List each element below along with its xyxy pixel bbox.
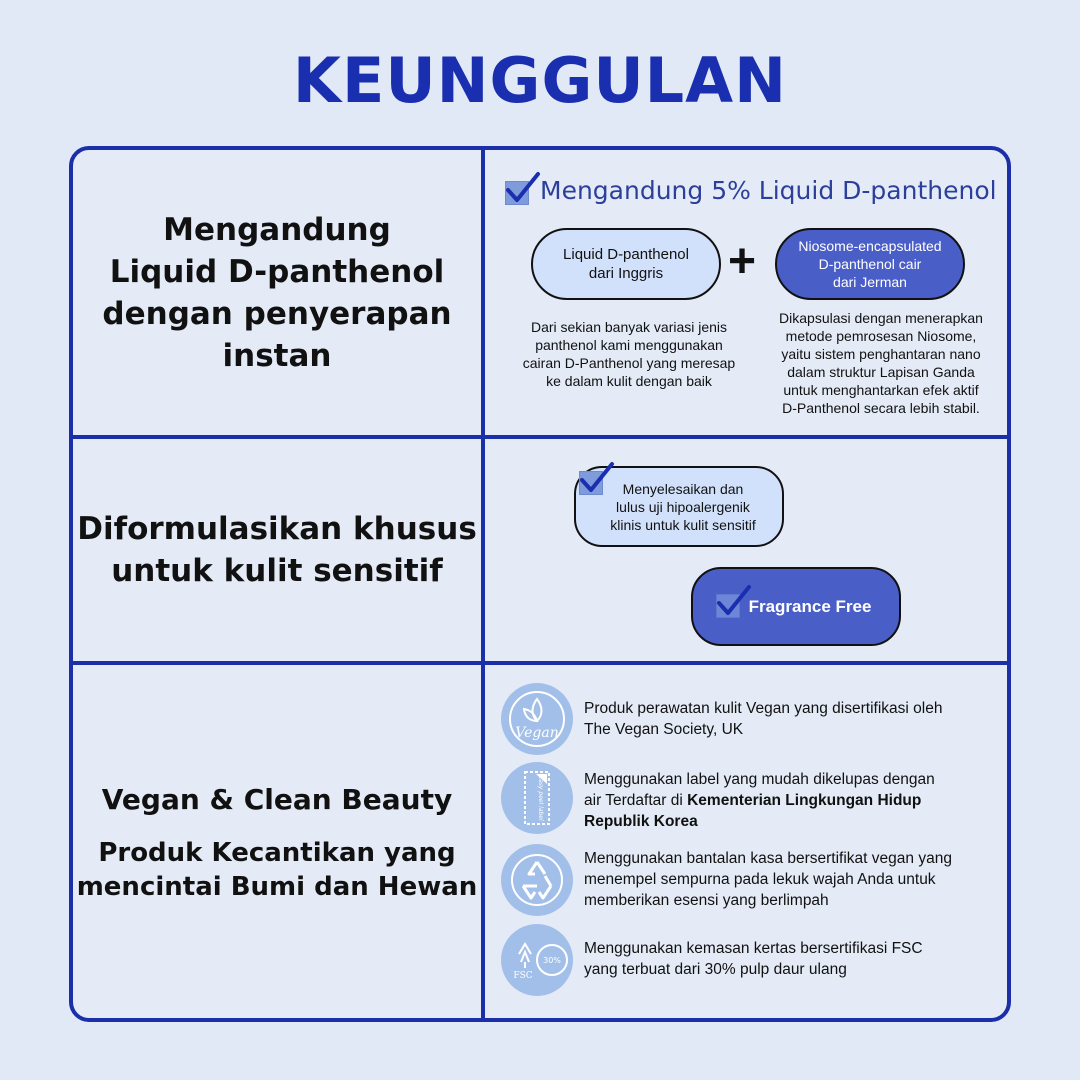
easy-peel-description: Menggunakan label yang mudah dikelupas dengan air Terdaftar di Kementerian Lingkungan Hidup Republik Korea [584,771,935,830]
row2-heading: Diformulasikan khusus untuk kulit sensitif [77,511,477,589]
gauze-pad-description: Menggunakan bantalan kasa bersertifikat vegan yang menempel sempurna pada lekuk wajah Anda untuk memberikan esensi yang berlimpah [584,850,952,909]
easy-peel-label-icon [501,762,573,834]
recycle-leaf-icon [501,844,573,916]
row1-headline: Mengandung 5% Liquid D-panthenol [540,176,997,205]
svg-text:Easy peel label: Easy peel label [537,775,544,821]
plus-sign: + [728,235,757,288]
svg-text:Vegan: Vegan [515,725,559,741]
desc-liquid-d-panthenol: Dari sekian banyak variasi jenis panthenol kami menggunakan cairan D-Panthenol yang meresap ke dalam kulit dengan baik [522,319,736,389]
desc-niosome: Dikapsulasi dengan menerapkan metode pemrosesan Niosome, yaitu sistem penghantaran nano dalam struktur Lapisan Ganda untuk menghantarkan efek aktif D-Panthenol secara lebih stabil. [779,310,983,416]
svg-text:30%: 30% [543,956,561,965]
checkbox-icon [579,471,603,495]
pill-liquid-d-panthenol: Liquid D-panthenol dari Inggris [531,228,721,300]
row1-heading: Mengandung Liquid D-panthenol dengan penyerapan instan [102,211,452,374]
row3-subheading: Produk Kecantikan yang mencintai Bumi dan Hewan [76,837,478,902]
hypoallergenic-badge: Menyelesaikan dan lulus uji hipoalergenik klinis untuk kulit sensitif [574,466,784,547]
row3-heading: Vegan & Clean Beauty Produk Kecantikan yang mencintai Bumi dan Hewan [76,782,478,902]
vegan-icon [501,683,573,755]
column-divider [481,146,485,1022]
fragrance-free-badge: Fragrance Free [691,567,901,646]
vegan-description: Produk perawatan kulit Vegan yang disertifikasi oleh The Vegan Society, UK [584,700,943,738]
pill-niosome-d-panthenol: Niosome-encapsulated D-panthenol cair dari Jerman [775,228,965,300]
checkbox-icon [505,181,529,205]
page-title: KEUNGGULAN [292,44,788,117]
fsc-description: Menggunakan kemasan kertas bersertifikasi FSC yang terbuat dari 30% pulp daur ulang [584,940,923,978]
checkbox-icon [716,594,740,618]
svg-text:FSC: FSC [513,971,533,981]
fsc-icon [501,924,573,996]
